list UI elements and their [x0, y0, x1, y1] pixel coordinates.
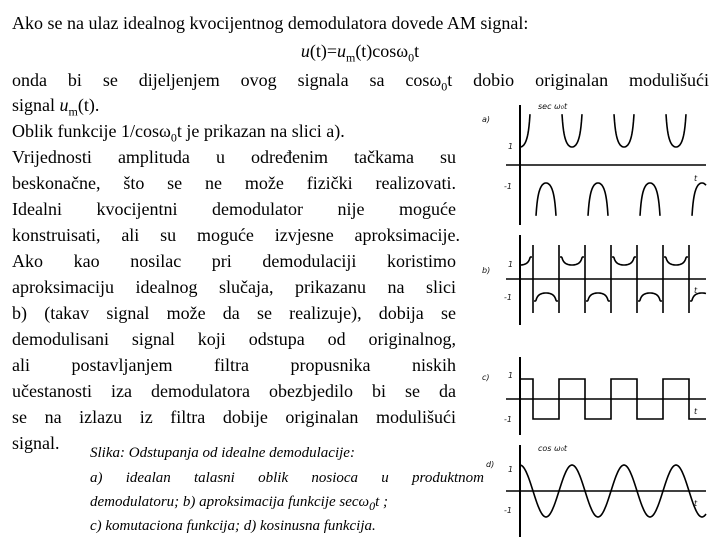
text-line-3-a: onda bi se dijeljenjem ovog signala sa cosω [12, 70, 442, 90]
formula-t: t [414, 41, 420, 61]
text-line-17: signal. [12, 433, 60, 453]
text-line-14: ali postavljanjem filtra propusnika niskih [12, 355, 456, 375]
figure-caption-4: c) komutaciona funkcija; d) kosinusna funkcija. [90, 518, 376, 534]
figure-caption-3-a: demodulatoru; b) aproksimacija funkcije secω [90, 494, 370, 510]
text-line-10: Ako kao nosilac pri demodulaciji koristimo [12, 251, 456, 271]
formula-omega-sub: 0 [408, 50, 415, 65]
text-line-4 [12, 94, 100, 119]
text-line-9: konstruisati, ali su moguće izvjesne aproksimacije. [12, 225, 460, 245]
text-line-15: učestanosti iza demodulatora obezbjedilo bi se da [12, 381, 456, 401]
figure-caption-3 [90, 492, 388, 512]
text-line-3 [12, 69, 709, 94]
figure-caption-3-sub: 0 [369, 499, 376, 513]
panel-a-t: t [694, 174, 698, 183]
text-line-16: se na izlazu iz filtra dobije originalan modulišući [12, 407, 456, 427]
text-line-4-u: u [59, 95, 69, 115]
text-line-8: Idealni kvocijentni demodulator nije moguće [12, 199, 456, 219]
formula-um: u [336, 41, 346, 61]
text-line-3-sub: 0 [441, 79, 448, 94]
formula-um-sub: m [345, 50, 356, 65]
text-line-5-sub: 0 [170, 130, 177, 145]
text-line-5 [12, 120, 345, 145]
text-line-6: Vrijednosti amplituda u određenim tačkama su [12, 147, 456, 167]
formula-rest: (t)cosω [355, 41, 409, 61]
waveform-svg [470, 95, 720, 540]
panel-b-neg: -1 [504, 293, 512, 302]
panel-d-label: d) [486, 460, 495, 469]
panel-c-label: c) [482, 373, 490, 382]
text-line-7: beskonačne, što se ne može fizički realizovati. [12, 173, 456, 193]
text-line-12: b) (takav signal može da se realizuje), dobija se [12, 303, 456, 323]
text-line-4-a: signal [12, 95, 60, 115]
panel-a [482, 102, 706, 225]
text-line-11: aproksimaciju idealnog slučaja, prikazanu na slici [12, 277, 456, 297]
formula-line [0, 40, 720, 65]
panel-a-label: a) [482, 115, 491, 124]
text-line-5-end: t je prikazan na slici a). [176, 121, 345, 141]
panel-b-pos: 1 [508, 260, 514, 269]
panel-b-label: b) [482, 266, 491, 275]
panel-a-title: sec ω₀t [538, 102, 568, 111]
panel-b [482, 235, 706, 325]
panel-a-neg: -1 [504, 182, 512, 191]
text-line-13: demodulisani signal koji odstupa od originalnog, [12, 329, 456, 349]
panel-d-pos: 1 [508, 465, 514, 474]
text-line-3-end: t dobio originalan modulišući [447, 70, 709, 90]
panel-d [486, 444, 706, 537]
waveform-figure [470, 95, 720, 540]
panel-d-title: cos ω₀t [538, 444, 568, 453]
panel-d-t: t [694, 499, 698, 508]
text-line-4-sub: m [68, 104, 78, 119]
panel-b-t: t [694, 286, 698, 295]
formula-mid: (t)= [309, 41, 337, 61]
panel-d-neg: -1 [504, 506, 512, 515]
panel-c-neg: -1 [504, 415, 512, 424]
text-line-5-a: Oblik funkcije 1/cosω [12, 121, 171, 141]
text-line-1: Ako se na ulaz idealnog kvocijentnog demodulatora dovede AM signal: [12, 13, 529, 33]
figure-caption-1: Slika: Odstupanja od idealne demodulacije: [90, 445, 355, 461]
panel-c [482, 357, 706, 435]
text-line-4-end: (t). [77, 95, 100, 115]
panel-c-pos: 1 [508, 371, 514, 380]
formula-u: u [300, 41, 310, 61]
figure-caption-2: a) idealan talasni oblik nosioca u produktnom [90, 470, 484, 486]
panel-c-t: t [694, 407, 698, 416]
panel-a-pos: 1 [508, 142, 514, 151]
figure-caption-3-end: t ; [375, 494, 389, 510]
